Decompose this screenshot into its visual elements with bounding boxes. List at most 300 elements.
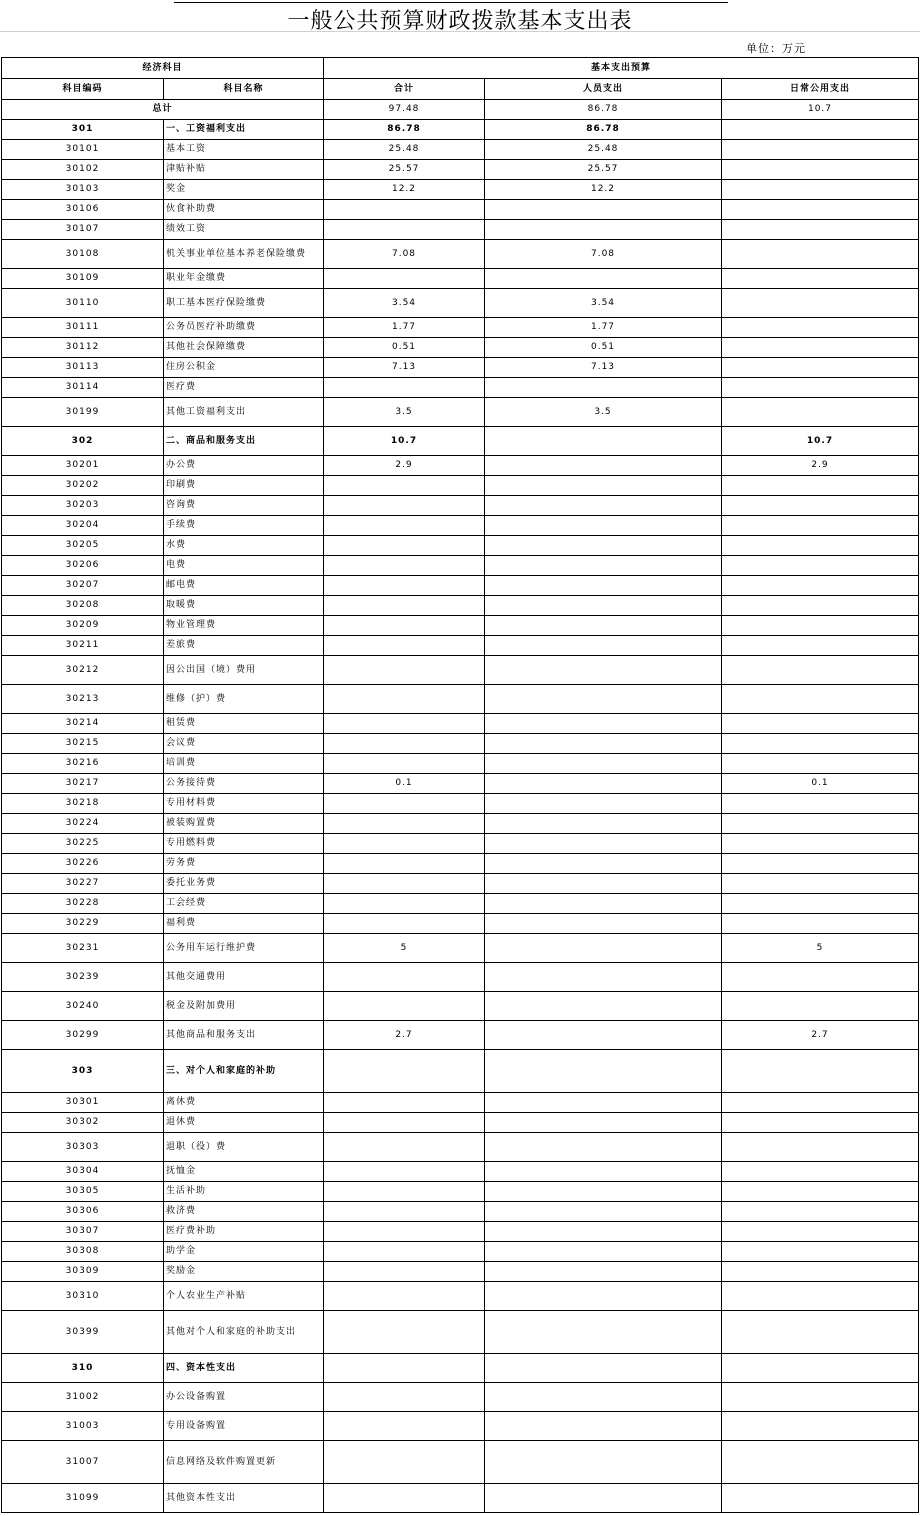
row-total [324, 734, 485, 754]
title-top-rule [174, 2, 728, 3]
row-personnel [485, 1383, 722, 1412]
table-row [2, 894, 919, 914]
row-personnel [485, 1162, 722, 1182]
row-code: 30228 [2, 894, 164, 914]
row-public: 5 [722, 934, 919, 963]
table-row [2, 794, 919, 814]
row-code: 30110 [2, 289, 164, 318]
row-personnel [485, 536, 722, 556]
row-personnel [485, 1021, 722, 1050]
row-total: 7.13 [324, 358, 485, 378]
row-name: 其他商品和服务支出 [164, 1021, 324, 1050]
row-public [722, 1050, 919, 1093]
row-total [324, 1222, 485, 1242]
table-row [2, 1093, 919, 1113]
row-total [324, 963, 485, 992]
header-code: 科目编码 [2, 79, 164, 100]
row-public [722, 338, 919, 358]
row-public [722, 536, 919, 556]
row-code: 30224 [2, 814, 164, 834]
row-total [324, 476, 485, 496]
row-name: 培训费 [164, 754, 324, 774]
header-group-row [2, 58, 919, 79]
row-code: 30307 [2, 1222, 164, 1242]
row-name: 公务员医疗补助缴费 [164, 318, 324, 338]
row-total [324, 874, 485, 894]
unit-label: 单位：万元 [746, 42, 806, 55]
row-personnel [485, 794, 722, 814]
table-row [2, 1182, 919, 1202]
row-total [324, 1311, 485, 1354]
row-public [722, 1093, 919, 1113]
row-name: 物业管理费 [164, 616, 324, 636]
row-total: 12.2 [324, 180, 485, 200]
row-public [722, 1282, 919, 1311]
table-row [2, 596, 919, 616]
row-public [722, 834, 919, 854]
row-personnel [485, 596, 722, 616]
row-total: 2.9 [324, 456, 485, 476]
table-row [2, 1113, 919, 1133]
row-name: 机关事业单位基本养老保险缴费 [164, 240, 324, 269]
row-personnel [485, 576, 722, 596]
row-code: 30103 [2, 180, 164, 200]
row-personnel [485, 894, 722, 914]
table-row [2, 1383, 919, 1412]
row-code: 30229 [2, 914, 164, 934]
total-label: 总计 [2, 100, 324, 120]
row-code: 303 [2, 1050, 164, 1093]
row-total [324, 814, 485, 834]
row-code: 30225 [2, 834, 164, 854]
row-public [722, 814, 919, 834]
row-code: 30399 [2, 1311, 164, 1354]
row-personnel [485, 636, 722, 656]
row-total [324, 269, 485, 289]
row-total [324, 1093, 485, 1113]
row-total [324, 1202, 485, 1222]
row-personnel [485, 992, 722, 1021]
row-name: 其他对个人和家庭的补助支出 [164, 1311, 324, 1354]
row-public [722, 378, 919, 398]
header-total: 合计 [324, 79, 485, 100]
row-code: 31007 [2, 1441, 164, 1484]
row-name: 住房公积金 [164, 358, 324, 378]
row-personnel [485, 616, 722, 636]
row-personnel: 7.08 [485, 240, 722, 269]
row-public: 2.9 [722, 456, 919, 476]
row-public [722, 1242, 919, 1262]
row-personnel [485, 378, 722, 398]
row-personnel [485, 834, 722, 854]
row-code: 30213 [2, 685, 164, 714]
row-public [722, 140, 919, 160]
row-public [722, 1262, 919, 1282]
header-basic-budget: 基本支出预算 [324, 58, 919, 79]
row-total: 86.78 [324, 120, 485, 140]
row-name: 抚恤金 [164, 1162, 324, 1182]
table-row [2, 834, 919, 854]
row-code: 30201 [2, 456, 164, 476]
row-name: 公务用车运行维护费 [164, 934, 324, 963]
table-row [2, 496, 919, 516]
row-total [324, 834, 485, 854]
row-public [722, 1222, 919, 1242]
row-code: 30302 [2, 1113, 164, 1133]
row-personnel: 3.54 [485, 289, 722, 318]
row-personnel [485, 934, 722, 963]
row-public [722, 160, 919, 180]
row-code: 30102 [2, 160, 164, 180]
table-row [2, 476, 919, 496]
row-code: 30113 [2, 358, 164, 378]
row-code: 30308 [2, 1242, 164, 1262]
row-public [722, 1484, 919, 1513]
row-code: 30231 [2, 934, 164, 963]
row-code: 30114 [2, 378, 164, 398]
row-name: 奖励金 [164, 1262, 324, 1282]
row-total: 25.57 [324, 160, 485, 180]
total-public: 10.7 [722, 100, 919, 120]
row-personnel [485, 1182, 722, 1202]
row-total [324, 854, 485, 874]
row-public [722, 1133, 919, 1162]
row-code: 310 [2, 1354, 164, 1383]
row-code: 30309 [2, 1262, 164, 1282]
row-personnel [485, 1202, 722, 1222]
row-name: 委托业务费 [164, 874, 324, 894]
row-personnel [485, 1311, 722, 1354]
row-code: 30217 [2, 774, 164, 794]
row-personnel [485, 1222, 722, 1242]
row-name: 绩效工资 [164, 220, 324, 240]
row-name: 邮电费 [164, 576, 324, 596]
table-row [2, 1412, 919, 1441]
row-code: 30208 [2, 596, 164, 616]
row-code: 30226 [2, 854, 164, 874]
row-name: 医疗费补助 [164, 1222, 324, 1242]
row-name: 三、对个人和家庭的补助 [164, 1050, 324, 1093]
row-total [324, 1133, 485, 1162]
row-total [324, 1441, 485, 1484]
table-row [2, 140, 919, 160]
row-personnel: 25.48 [485, 140, 722, 160]
row-personnel [485, 496, 722, 516]
row-public [722, 636, 919, 656]
row-personnel [485, 754, 722, 774]
table-row [2, 427, 919, 456]
row-code: 30240 [2, 992, 164, 1021]
table-row [2, 914, 919, 934]
row-name: 工会经费 [164, 894, 324, 914]
row-total [324, 220, 485, 240]
row-code: 30310 [2, 1282, 164, 1311]
row-public [722, 616, 919, 636]
row-total [324, 378, 485, 398]
row-public [722, 656, 919, 685]
row-public: 2.7 [722, 1021, 919, 1050]
table-row [2, 1311, 919, 1354]
row-public [722, 714, 919, 734]
row-total [324, 1162, 485, 1182]
row-public [722, 734, 919, 754]
row-public [722, 516, 919, 536]
row-name: 因公出国（境）费用 [164, 656, 324, 685]
table-row [2, 963, 919, 992]
row-total [324, 200, 485, 220]
table-row [2, 120, 919, 140]
row-name: 劳务费 [164, 854, 324, 874]
row-total: 5 [324, 934, 485, 963]
row-personnel [485, 220, 722, 240]
row-code: 30202 [2, 476, 164, 496]
row-name: 税金及附加费用 [164, 992, 324, 1021]
row-code: 302 [2, 427, 164, 456]
row-public [722, 596, 919, 616]
row-name: 电费 [164, 556, 324, 576]
row-name: 其他社会保障缴费 [164, 338, 324, 358]
row-personnel: 25.57 [485, 160, 722, 180]
row-personnel [485, 427, 722, 456]
table-row [2, 685, 919, 714]
row-total [324, 992, 485, 1021]
row-public [722, 963, 919, 992]
row-name: 奖金 [164, 180, 324, 200]
row-personnel [485, 1484, 722, 1513]
table-row [2, 1133, 919, 1162]
row-public [722, 240, 919, 269]
row-total [324, 714, 485, 734]
table-row [2, 1050, 919, 1093]
row-personnel [485, 854, 722, 874]
row-personnel [485, 685, 722, 714]
row-code: 30207 [2, 576, 164, 596]
row-total [324, 1354, 485, 1383]
title-bar [0, 0, 920, 34]
row-code: 30305 [2, 1182, 164, 1202]
row-public [722, 180, 919, 200]
row-name: 其他资本性支出 [164, 1484, 324, 1513]
table-row [2, 774, 919, 794]
row-code: 30206 [2, 556, 164, 576]
row-public [722, 576, 919, 596]
row-code: 30111 [2, 318, 164, 338]
row-public [722, 874, 919, 894]
row-total [324, 496, 485, 516]
table-row [2, 160, 919, 180]
row-name: 取暖费 [164, 596, 324, 616]
row-name: 一、工资福利支出 [164, 120, 324, 140]
table-row [2, 656, 919, 685]
table-row [2, 456, 919, 476]
table-row [2, 220, 919, 240]
row-code: 30211 [2, 636, 164, 656]
row-personnel: 1.77 [485, 318, 722, 338]
table-row [2, 576, 919, 596]
table-row [2, 200, 919, 220]
table-row [2, 1242, 919, 1262]
row-personnel [485, 1133, 722, 1162]
table-row [2, 992, 919, 1021]
header-public: 日常公用支出 [722, 79, 919, 100]
row-personnel [485, 456, 722, 476]
row-name: 助学金 [164, 1242, 324, 1262]
row-name: 离休费 [164, 1093, 324, 1113]
row-total [324, 536, 485, 556]
row-total [324, 794, 485, 814]
row-name: 专用燃料费 [164, 834, 324, 854]
row-total: 3.5 [324, 398, 485, 427]
total-personnel: 86.78 [485, 100, 722, 120]
table-row [2, 854, 919, 874]
row-name: 会议费 [164, 734, 324, 754]
row-total [324, 754, 485, 774]
row-name: 职工基本医疗保险缴费 [164, 289, 324, 318]
page-title: 一般公共预算财政拨款基本支出表 [287, 9, 633, 34]
table-row [2, 1262, 919, 1282]
row-total: 2.7 [324, 1021, 485, 1050]
row-personnel: 12.2 [485, 180, 722, 200]
row-name: 印刷费 [164, 476, 324, 496]
row-name: 差旅费 [164, 636, 324, 656]
table-row [2, 180, 919, 200]
row-public [722, 754, 919, 774]
row-total [324, 1282, 485, 1311]
header-economic-subject: 经济科目 [2, 58, 324, 79]
row-name: 手续费 [164, 516, 324, 536]
table-row [2, 734, 919, 754]
row-name: 基本工资 [164, 140, 324, 160]
row-personnel [485, 714, 722, 734]
table-row [2, 318, 919, 338]
row-total [324, 1182, 485, 1202]
row-total [324, 636, 485, 656]
table-row [2, 398, 919, 427]
row-personnel [485, 1441, 722, 1484]
row-public [722, 1354, 919, 1383]
header-personnel: 人员支出 [485, 79, 722, 100]
row-public [722, 476, 919, 496]
row-name: 生活补助 [164, 1182, 324, 1202]
table-row [2, 240, 919, 269]
row-name: 维修（护）费 [164, 685, 324, 714]
row-name: 四、资本性支出 [164, 1354, 324, 1383]
row-name: 津贴补贴 [164, 160, 324, 180]
table-row [2, 754, 919, 774]
row-code: 31099 [2, 1484, 164, 1513]
table-row [2, 556, 919, 576]
row-name: 救济费 [164, 1202, 324, 1222]
row-code: 30106 [2, 200, 164, 220]
row-name: 医疗费 [164, 378, 324, 398]
header-column-row [2, 79, 919, 100]
row-code: 30304 [2, 1162, 164, 1182]
row-code: 30215 [2, 734, 164, 754]
row-name: 租赁费 [164, 714, 324, 734]
row-personnel [485, 1242, 722, 1262]
row-total [324, 1484, 485, 1513]
row-personnel [485, 1354, 722, 1383]
row-code: 31003 [2, 1412, 164, 1441]
row-code: 30112 [2, 338, 164, 358]
row-code: 31002 [2, 1383, 164, 1412]
row-personnel [485, 516, 722, 536]
row-public [722, 685, 919, 714]
row-public [722, 1113, 919, 1133]
row-code: 30218 [2, 794, 164, 814]
header-name: 科目名称 [164, 79, 324, 100]
row-name: 其他工资福利支出 [164, 398, 324, 427]
row-personnel [485, 476, 722, 496]
row-personnel [485, 963, 722, 992]
row-total [324, 596, 485, 616]
row-name: 二、商品和服务支出 [164, 427, 324, 456]
row-public [722, 289, 919, 318]
row-code: 30299 [2, 1021, 164, 1050]
row-personnel [485, 1412, 722, 1441]
row-public [722, 496, 919, 516]
row-personnel [485, 1262, 722, 1282]
row-personnel [485, 1113, 722, 1133]
row-total [324, 914, 485, 934]
row-code: 30303 [2, 1133, 164, 1162]
row-personnel: 3.5 [485, 398, 722, 427]
table-row [2, 1282, 919, 1311]
table-row [2, 636, 919, 656]
row-code: 30108 [2, 240, 164, 269]
row-code: 30109 [2, 269, 164, 289]
row-name: 福利费 [164, 914, 324, 934]
row-name: 咨询费 [164, 496, 324, 516]
row-personnel [485, 774, 722, 794]
row-public: 10.7 [722, 427, 919, 456]
table-row [2, 358, 919, 378]
row-personnel [485, 269, 722, 289]
row-personnel [485, 734, 722, 754]
table-row [2, 536, 919, 556]
row-public [722, 318, 919, 338]
row-code: 30209 [2, 616, 164, 636]
row-total [324, 616, 485, 636]
budget-table [1, 57, 919, 1513]
row-name: 被装购置费 [164, 814, 324, 834]
row-code: 30212 [2, 656, 164, 685]
row-code: 30301 [2, 1093, 164, 1113]
row-name: 退职（役）费 [164, 1133, 324, 1162]
row-name: 专用材料费 [164, 794, 324, 814]
row-name: 其他交通费用 [164, 963, 324, 992]
row-public [722, 398, 919, 427]
row-public [722, 1311, 919, 1354]
row-public [722, 854, 919, 874]
table-row [2, 1354, 919, 1383]
row-public [722, 794, 919, 814]
table-row [2, 714, 919, 734]
row-total [324, 516, 485, 536]
row-name: 专用设备购置 [164, 1412, 324, 1441]
row-total [324, 656, 485, 685]
row-name: 办公设备购置 [164, 1383, 324, 1412]
row-public [722, 992, 919, 1021]
row-public [722, 894, 919, 914]
row-total [324, 1383, 485, 1412]
table-row [2, 934, 919, 963]
row-total [324, 1242, 485, 1262]
row-public [722, 358, 919, 378]
row-personnel [485, 1050, 722, 1093]
row-total [324, 685, 485, 714]
row-personnel [485, 814, 722, 834]
